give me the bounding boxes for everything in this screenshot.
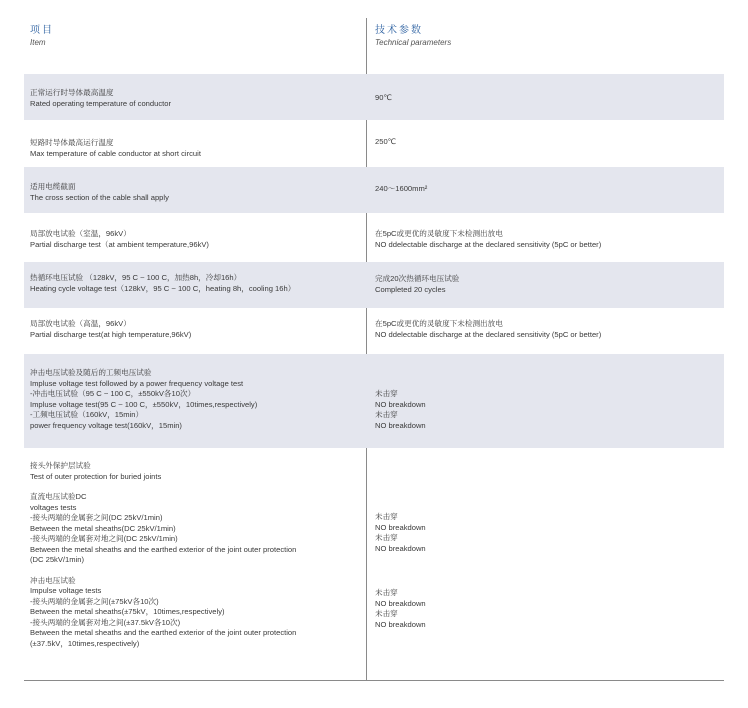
item-en: Partial discharge test（at ambient temperature,96kV) [30, 239, 209, 249]
item-en: Heating cycle voltage test（128kV，95 C ~ 100 C，heating 8h，cooling 16h） [30, 283, 296, 293]
item-line: (DC 25kV/1min) [30, 555, 85, 564]
bottom-rule [24, 680, 724, 681]
row-item [30, 88, 171, 109]
header-params [375, 24, 451, 48]
item-en: Max temperature of cable conductor at short circuit [30, 148, 201, 158]
item-line: Impluse voltage test followed by a power frequency voltage test [30, 378, 244, 388]
param-zh: 在5pC或更优的灵敏度下未检测出放电 [375, 229, 503, 238]
row-param-dc [375, 512, 426, 554]
item-en: The cross section of the cable shall apply [30, 192, 169, 202]
table-row [24, 126, 724, 166]
item-en: Partial discharge test(at high temperature,96kV) [30, 329, 192, 339]
item-line: -冲击电压试验（95 C ~ 100 C，±550kV各10次） [30, 389, 196, 398]
item-line: Between the metal sheaths(±75kV，10times,respectively) [30, 607, 225, 616]
param-en: NO ddelectable discharge at the declared sensitivity (5pC or better) [375, 239, 602, 249]
header-params-en: Technical parameters [375, 38, 452, 47]
param-line: NO breakdown [375, 399, 426, 409]
row-item [30, 138, 201, 159]
table-row [24, 167, 724, 213]
param-line: NO breakdown [375, 522, 426, 532]
item-zh: 热循环电压试验 （128kV，95 C ~ 100 C，加热8h，冷却16h） [30, 273, 242, 282]
row-item [30, 229, 209, 250]
header-item-zh: 项目 [30, 25, 54, 36]
row-param-impulse [375, 588, 426, 630]
item-line: -工频电压试验（160kV，15min） [30, 410, 144, 419]
param-en: Completed 20 cycles [375, 284, 446, 294]
param-line: 未击穿 [375, 533, 398, 542]
param-line: NO breakdown [375, 619, 426, 629]
row-param [375, 184, 427, 195]
item-zh: 短路时导体最高运行温度 [30, 138, 114, 147]
row-param [375, 389, 426, 431]
row-param [375, 93, 392, 104]
param-line: NO breakdown [375, 598, 426, 608]
param-zh: 在5pC或更优的灵敏度下未检测出放电 [375, 319, 503, 328]
item-line: Between the metal sheaths and the earthed exterior of the joint outer protection [30, 544, 297, 554]
row-param [375, 319, 601, 340]
header-item-en: Item [30, 38, 46, 47]
item-zh: 适用电缆截面 [30, 182, 76, 191]
item-line: -接头两端的金属套对地之间(DC 25kV/1min) [30, 534, 178, 543]
param-line: NO breakdown [375, 420, 426, 430]
param-value: 250℃ [375, 137, 397, 146]
param-line: 未击穿 [375, 609, 398, 618]
row-item [30, 368, 257, 431]
item-line: voltages tests [30, 502, 77, 512]
item-line: Between the metal sheaths(DC 25kV/1min) [30, 523, 176, 533]
table-row [24, 354, 724, 448]
row-param [375, 229, 601, 250]
param-value: 240～1600mm² [375, 184, 428, 193]
table-row [24, 262, 724, 308]
item-zh: 正常运行时导体最高温度 [30, 88, 114, 97]
param-value: 90℃ [375, 93, 392, 102]
row-item [30, 319, 191, 340]
item-line: Impulse voltage tests [30, 586, 102, 595]
item-line: Between the metal sheaths and the earthed exterior of the joint outer protection [30, 628, 297, 637]
table-row [24, 456, 724, 676]
item-line: (±37.5kV，10times,respectively) [30, 638, 140, 648]
table-row [24, 308, 724, 354]
row-item [30, 273, 295, 294]
param-line: 未击穿 [375, 389, 398, 398]
item-line: -接头两端的金属套之间(DC 25kV/1min) [30, 513, 163, 522]
row-param [375, 274, 459, 295]
param-line: NO breakdown [375, 543, 426, 553]
row-param [375, 137, 396, 148]
header-params-zh: 技术参数 [375, 25, 423, 36]
item-line: power frequency voltage test(160kV，15min) [30, 420, 182, 430]
param-line: 未击穿 [375, 410, 398, 419]
item-line: Test of outer protection for buried joints [30, 471, 162, 481]
param-zh: 完成20次热循环电压试验 [375, 274, 460, 283]
item-zh: 局部放电试验（高温，96kV） [30, 319, 131, 328]
item-line: 冲击电压试验 [30, 575, 76, 585]
item-line: 冲击电压试验及随后的工频电压试验 [30, 368, 152, 377]
item-line: 直流电压试验DC [30, 492, 87, 501]
param-line: 未击穿 [375, 588, 398, 597]
item-line: Impluse voltage test(95 C ~ 100 C，±550kV，10times,respectively) [30, 399, 258, 409]
param-line: 未击穿 [375, 512, 398, 521]
item-en: Rated operating temperature of conductor [30, 98, 171, 108]
item-zh: 局部放电试验（室温，96kV） [30, 229, 131, 238]
param-en: NO ddelectable discharge at the declared sensitivity (5pC or better) [375, 329, 602, 339]
item-line: 接头外保护层试验 [30, 461, 91, 470]
row-item [30, 461, 296, 649]
table-row [24, 218, 724, 262]
row-item [30, 182, 169, 203]
item-line: -接头两端的金属套之间(±75kV各10次) [30, 596, 159, 606]
item-line: -接头两端的金属套对地之间(±37.5kV各10次) [30, 617, 181, 627]
header-item [30, 24, 54, 48]
table-row [24, 74, 724, 120]
